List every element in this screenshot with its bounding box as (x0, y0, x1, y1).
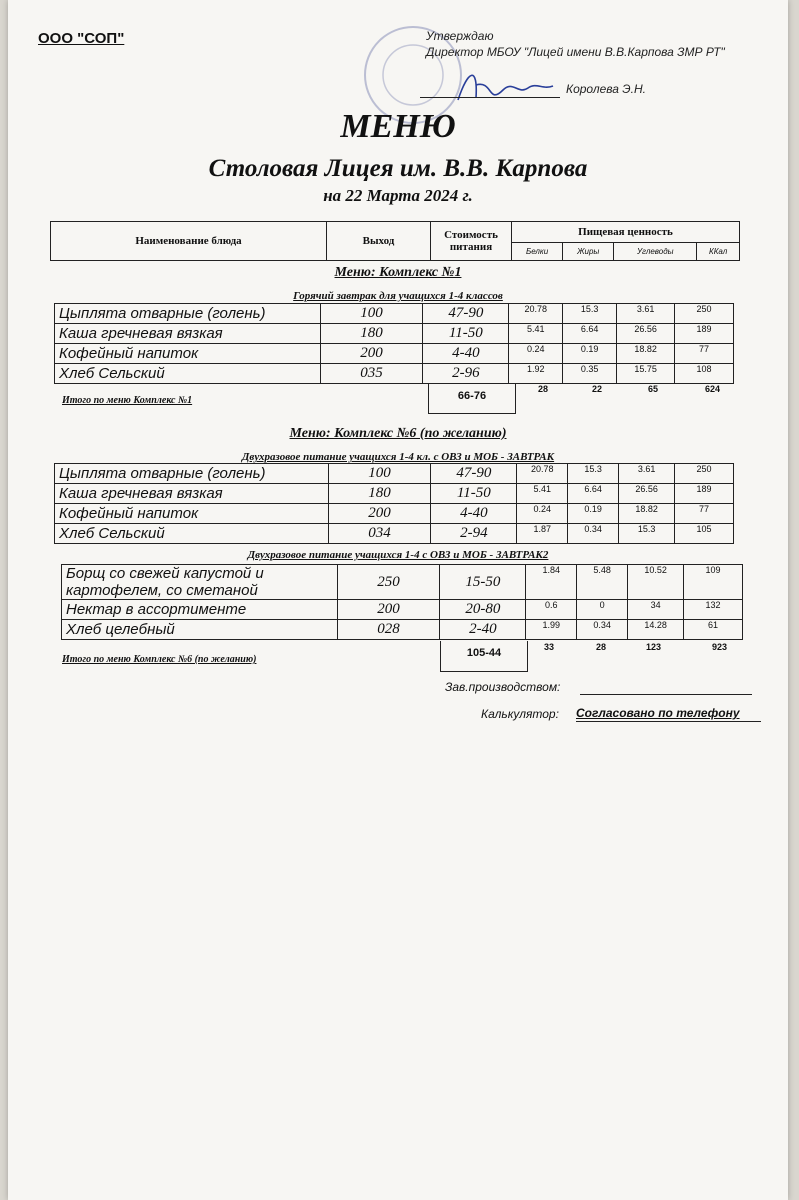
dish-fats: 0.34 (568, 524, 619, 544)
header-carbs: Углеводы (614, 243, 697, 261)
dish-price: 47-90 (423, 304, 509, 324)
table-row (55, 304, 734, 324)
dish-output: 180 (320, 324, 423, 344)
table-row (55, 324, 734, 344)
dish-price: 11-50 (423, 324, 509, 344)
table-header (50, 221, 740, 261)
dish-proteins: 0.24 (509, 344, 563, 364)
complex1-total-label: Итого по меню Комплекс №1 (62, 395, 193, 406)
table-row (55, 344, 734, 364)
group-title-complex1: Горячий завтрак для учащихся 1-4 классов (293, 290, 503, 302)
header-price: Стоимость питания (431, 222, 512, 261)
dish-price: 20-80 (440, 600, 526, 620)
dish-output: 028 (337, 620, 440, 640)
dish-carbs: 15.3 (619, 524, 675, 544)
table-row (62, 565, 743, 600)
dish-kcal: 77 (675, 344, 734, 364)
dish-proteins: 1.92 (509, 364, 563, 384)
complex1-total-fats: 22 (592, 384, 603, 394)
dish-output: 100 (320, 304, 423, 324)
production-manager-line (580, 694, 752, 695)
dish-proteins: 20.78 (509, 304, 563, 324)
dish-output: 180 (328, 484, 431, 504)
dish-carbs: 26.56 (619, 484, 675, 504)
dish-output: 200 (337, 600, 440, 620)
dish-carbs: 3.61 (619, 464, 675, 484)
dish-output: 034 (328, 524, 431, 544)
dish-kcal: 108 (675, 364, 734, 384)
dish-kcal: 189 (675, 324, 734, 344)
dish-kcal: 189 (675, 484, 734, 504)
dish-carbs: 10.52 (628, 565, 684, 600)
dish-name: Кофейный напиток (55, 344, 321, 364)
dish-name: Цыплята отварные (голень) (55, 464, 329, 484)
calculator-line (576, 721, 761, 722)
dish-price: 11-50 (431, 484, 517, 504)
approve-line: Утверждаю (426, 29, 494, 43)
dish-proteins: 1.84 (526, 565, 577, 600)
complex6-total-carbs: 123 (646, 642, 662, 652)
signature-icon (448, 60, 558, 110)
dish-output: 250 (337, 565, 440, 600)
dish-fats: 15.3 (568, 464, 619, 484)
group-title-complex6-breakfast2: Двухразовое питание учащихся 1-4 с ОВЗ и МОБ - ЗАВТРАК2 (247, 549, 549, 561)
dish-kcal: 77 (675, 504, 734, 524)
dish-proteins: 0.6 (526, 600, 577, 620)
complex6-total-proteins: 33 (544, 642, 555, 652)
page-subtitle: Столовая Лицея им. В.В. Карпова (208, 155, 588, 182)
production-manager-label: Зав.производством: (445, 680, 561, 694)
table-row (62, 620, 743, 640)
table-row (55, 464, 734, 484)
dish-fats: 6.64 (563, 324, 617, 344)
dish-price: 15-50 (440, 565, 526, 600)
calculator-value: Согласовано по телефону (576, 706, 740, 720)
complex6-total-fats: 28 (596, 642, 607, 652)
dish-carbs: 18.82 (617, 344, 675, 364)
table-row (55, 364, 734, 384)
dish-proteins: 0.24 (517, 504, 568, 524)
complex1-table (54, 303, 734, 384)
complex1-total-proteins: 28 (538, 384, 549, 394)
menu-document (8, 0, 788, 1200)
calculator-label: Калькулятор: (481, 707, 559, 721)
dish-fats: 15.3 (563, 304, 617, 324)
dish-fats: 0.19 (563, 344, 617, 364)
dish-proteins: 5.41 (517, 484, 568, 504)
dish-fats: 0.19 (568, 504, 619, 524)
header-fats: Жиры (563, 243, 614, 261)
dish-kcal: 250 (675, 464, 734, 484)
table-row (55, 484, 734, 504)
approval-block (426, 28, 746, 60)
complex1-total-kcal: 624 (705, 384, 721, 394)
dish-carbs: 14.28 (628, 620, 684, 640)
dish-fats: 0.35 (563, 364, 617, 384)
dish-price: 4-40 (423, 344, 509, 364)
complex6-total-label: Итого по меню Комплекс №6 (по желанию) (62, 654, 257, 665)
table-row (62, 600, 743, 620)
dish-name: Каша гречневая вязкая (55, 484, 329, 504)
dish-carbs: 26.56 (617, 324, 675, 344)
complex6-total-kcal: 923 (712, 642, 728, 652)
header-nutrition: Пищевая ценность (512, 222, 740, 243)
dish-name: Хлеб целебный (62, 620, 338, 640)
complex1-total-price: 66-76 (428, 383, 516, 414)
section-title-complex6: Меню: Комплекс №6 (по желанию) (289, 426, 507, 441)
dish-fats: 0.34 (577, 620, 628, 640)
dish-price: 2-40 (440, 620, 526, 640)
dish-output: 200 (328, 504, 431, 524)
dish-carbs: 18.82 (619, 504, 675, 524)
dish-carbs: 3.61 (617, 304, 675, 324)
dish-fats: 5.48 (577, 565, 628, 600)
header-proteins: Белки (512, 243, 563, 261)
dish-kcal: 250 (675, 304, 734, 324)
menu-date: на 22 Марта 2024 г. (323, 186, 473, 205)
header-dish: Наименование блюда (51, 222, 327, 261)
dish-kcal: 105 (675, 524, 734, 544)
table-row (55, 524, 734, 544)
page-title: МЕНЮ (340, 108, 456, 145)
signature-line (420, 97, 560, 98)
dish-kcal: 109 (684, 565, 743, 600)
dish-output: 035 (320, 364, 423, 384)
dish-price: 47-90 (431, 464, 517, 484)
dish-proteins: 1.99 (526, 620, 577, 640)
dish-price: 2-96 (423, 364, 509, 384)
table-row (55, 504, 734, 524)
dish-name: Кофейный напиток (55, 504, 329, 524)
dish-price: 4-40 (431, 504, 517, 524)
dish-proteins: 5.41 (509, 324, 563, 344)
dish-price: 2-94 (431, 524, 517, 544)
complex6-breakfast2-table (61, 564, 743, 640)
dish-name: Хлеб Сельский (55, 364, 321, 384)
dish-fats: 0 (577, 600, 628, 620)
dish-name: Хлеб Сельский (55, 524, 329, 544)
director-name: Королева Э.Н. (566, 82, 646, 96)
dish-proteins: 1.87 (517, 524, 568, 544)
organization-name: ООО "СОП" (38, 30, 125, 47)
dish-output: 200 (320, 344, 423, 364)
dish-name: Цыплята отварные (голень) (55, 304, 321, 324)
director-title: Директор МБОУ "Лицей имени В.В.Карпова ЗМР РТ" (426, 45, 725, 59)
group-title-complex6-breakfast: Двухразовое питание учащихся 1-4 кл. с ОВЗ и МОБ - ЗАВТРАК (241, 451, 555, 463)
dish-fats: 6.64 (568, 484, 619, 504)
section-title-complex1: Меню: Комплекс №1 (334, 265, 462, 280)
dish-name: Каша гречневая вязкая (55, 324, 321, 344)
dish-carbs: 34 (628, 600, 684, 620)
dish-proteins: 20.78 (517, 464, 568, 484)
dish-name: Борщ со свежей капустой и картофелем, со сметаной (62, 565, 338, 600)
dish-kcal: 132 (684, 600, 743, 620)
dish-carbs: 15.75 (617, 364, 675, 384)
dish-kcal: 61 (684, 620, 743, 640)
dish-name: Нектар в ассортименте (62, 600, 338, 620)
complex6-breakfast-table (54, 463, 734, 544)
dish-output: 100 (328, 464, 431, 484)
header-output: Выход (327, 222, 431, 261)
complex6-total-price: 105-44 (440, 641, 528, 672)
complex1-total-carbs: 65 (648, 384, 659, 394)
header-kcal: ККал (697, 243, 740, 261)
